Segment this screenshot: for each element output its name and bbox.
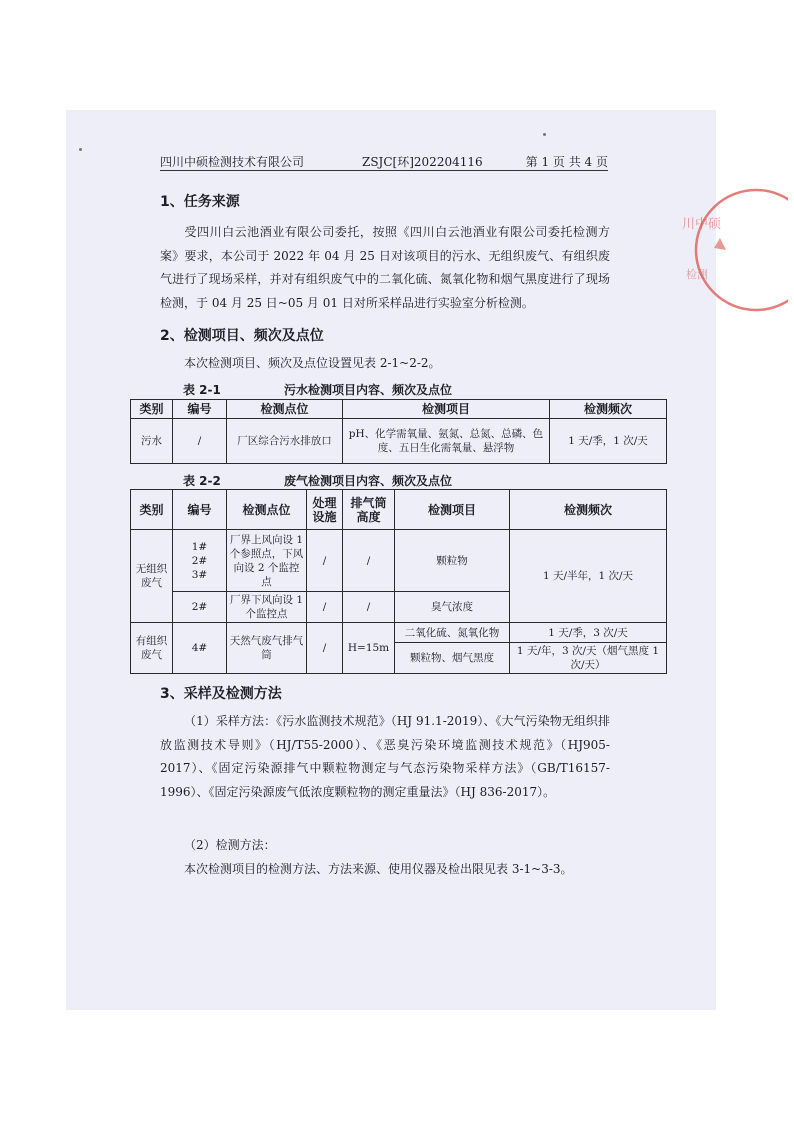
- cell-category: 无组织废气: [131, 530, 173, 623]
- page-header: [160, 153, 608, 171]
- scan-speck: [79, 148, 82, 151]
- table-row: [131, 530, 667, 592]
- svg-text:川中硕: 川中硕: [682, 217, 722, 232]
- header-company: 四川中硕检测技术有限公司: [160, 155, 305, 169]
- cell-items: 颗粒物: [395, 530, 510, 592]
- section-1-title: 1、任务来源: [160, 194, 240, 210]
- cell-facility: /: [307, 530, 343, 592]
- cell-number: 2#: [173, 592, 227, 623]
- table-header-row: [131, 400, 667, 419]
- cell-items: pH、化学需氧量、氨氮、总氮、总磷、色度、五日生化需氧量、悬浮物: [343, 419, 550, 464]
- th-category: 类别: [131, 490, 173, 530]
- section-3-sampling: [160, 710, 610, 804]
- cell-stack-height: /: [343, 592, 395, 623]
- table-2-2-label: 表 2-2: [183, 474, 221, 488]
- scan-speck: [543, 133, 546, 136]
- section-3-detect-body: [160, 858, 610, 882]
- table-row: [131, 623, 667, 643]
- th-category: 类别: [131, 400, 173, 419]
- th-items: 检测项目: [395, 490, 510, 530]
- th-stack-height: 排气筒高度: [343, 490, 395, 530]
- cell-facility: /: [307, 623, 343, 674]
- header-report-code: ZSJC[环]202204116: [362, 155, 483, 169]
- cell-frequency: 1 天/季，1 次/天: [550, 419, 667, 464]
- cell-location: 厂界下风向设 1 个监控点: [227, 592, 307, 623]
- company-seal: [668, 178, 788, 328]
- cell-location: 厂界上风向设 1 个参照点，下风向设 2 个监控点: [227, 530, 307, 592]
- cell-location: 天然气废气排气筒: [227, 623, 307, 674]
- section-3-sampling-text: （1）采样方法：《污水监测技术规范》（HJ 91.1-2019）、《大气污染物无组织排放监测技术导则》（HJ/T55-2000）、《恶臭污染环境监测技术规范》（HJ905-2017）、《固定污染源排气中颗粒物测定与气态污染物采样方法》（GB/T16157-1996）、《固定污染源废气低浓度颗粒物的测定重量法》（HJ 836-2017）。: [160, 714, 610, 799]
- cell-frequency: 1 天/年，3 次/天（烟气黑度 1 次/天）: [510, 643, 667, 674]
- section-1-body: [160, 221, 610, 315]
- cell-category: 有组织废气: [131, 623, 173, 674]
- cell-items: 颗粒物、烟气黑度: [395, 643, 510, 674]
- cell-stack-height: /: [343, 530, 395, 592]
- section-3-title: 3、采样及检测方法: [160, 686, 282, 702]
- table-2-1-title: 污水检测项目内容、频次及点位: [284, 383, 453, 397]
- table-header-row: [131, 490, 667, 530]
- cell-number: 1# 2# 3#: [173, 530, 227, 592]
- th-number: 编号: [173, 400, 227, 419]
- cell-facility: /: [307, 592, 343, 623]
- section-3-detect-body-text: 本次检测项目的检测方法、方法来源、使用仪器及检出限见表 3-1~3-3。: [184, 862, 573, 876]
- th-items: 检测项目: [343, 400, 550, 419]
- section-2-title: 2、检测项目、频次及点位: [160, 328, 324, 344]
- section-2-intro: [160, 352, 610, 376]
- cell-items: 臭气浓度: [395, 592, 510, 623]
- cell-number: 4#: [173, 623, 227, 674]
- table-2-2-title: 废气检测项目内容、频次及点位: [284, 474, 453, 488]
- table-2-1-label: 表 2-1: [183, 383, 221, 397]
- table-2-1: [130, 399, 667, 464]
- th-number: 编号: [173, 490, 227, 530]
- cell-number: /: [173, 419, 227, 464]
- header-page-number: 第 1 页 共 4 页: [525, 155, 608, 169]
- cell-stack-height: H=15m: [343, 623, 395, 674]
- cell-frequency: 1 天/季，3 次/天: [510, 623, 667, 643]
- table-2-2: [130, 489, 667, 674]
- th-facility: 处理设施: [307, 490, 343, 530]
- th-frequency: 检测频次: [510, 490, 667, 530]
- cell-location: 厂区综合污水排放口: [227, 419, 343, 464]
- section-2-text: 本次检测项目、频次及点位设置见表 2-1~2-2。: [184, 356, 441, 370]
- svg-text:检测: 检测: [686, 268, 708, 281]
- th-location: 检测点位: [227, 400, 343, 419]
- cell-items: 二氧化硫、氮氧化物: [395, 623, 510, 643]
- section-3-detect-title: [160, 834, 610, 858]
- th-frequency: 检测频次: [550, 400, 667, 419]
- th-location: 检测点位: [227, 490, 307, 530]
- section-3-detect-title-text: （2）检测方法：: [184, 838, 276, 852]
- cell-frequency: 1 天/半年，1 次/天: [510, 530, 667, 623]
- section-1-text: 受四川白云池酒业有限公司委托，按照《四川白云池酒业有限公司委托检测方案》要求，本公司于 2022 年 04 月 25 日对该项目的污水、无组织废气、有组织废气进行了现场采样，并对有组织废气中的二氧化硫、氮氧化物和烟气黑度进行了现场检测，于 04 月 25 日~05 月 01 日对所采样品进行实验室分析检测。: [160, 225, 610, 310]
- table-row: [131, 419, 667, 464]
- cell-category: 污水: [131, 419, 173, 464]
